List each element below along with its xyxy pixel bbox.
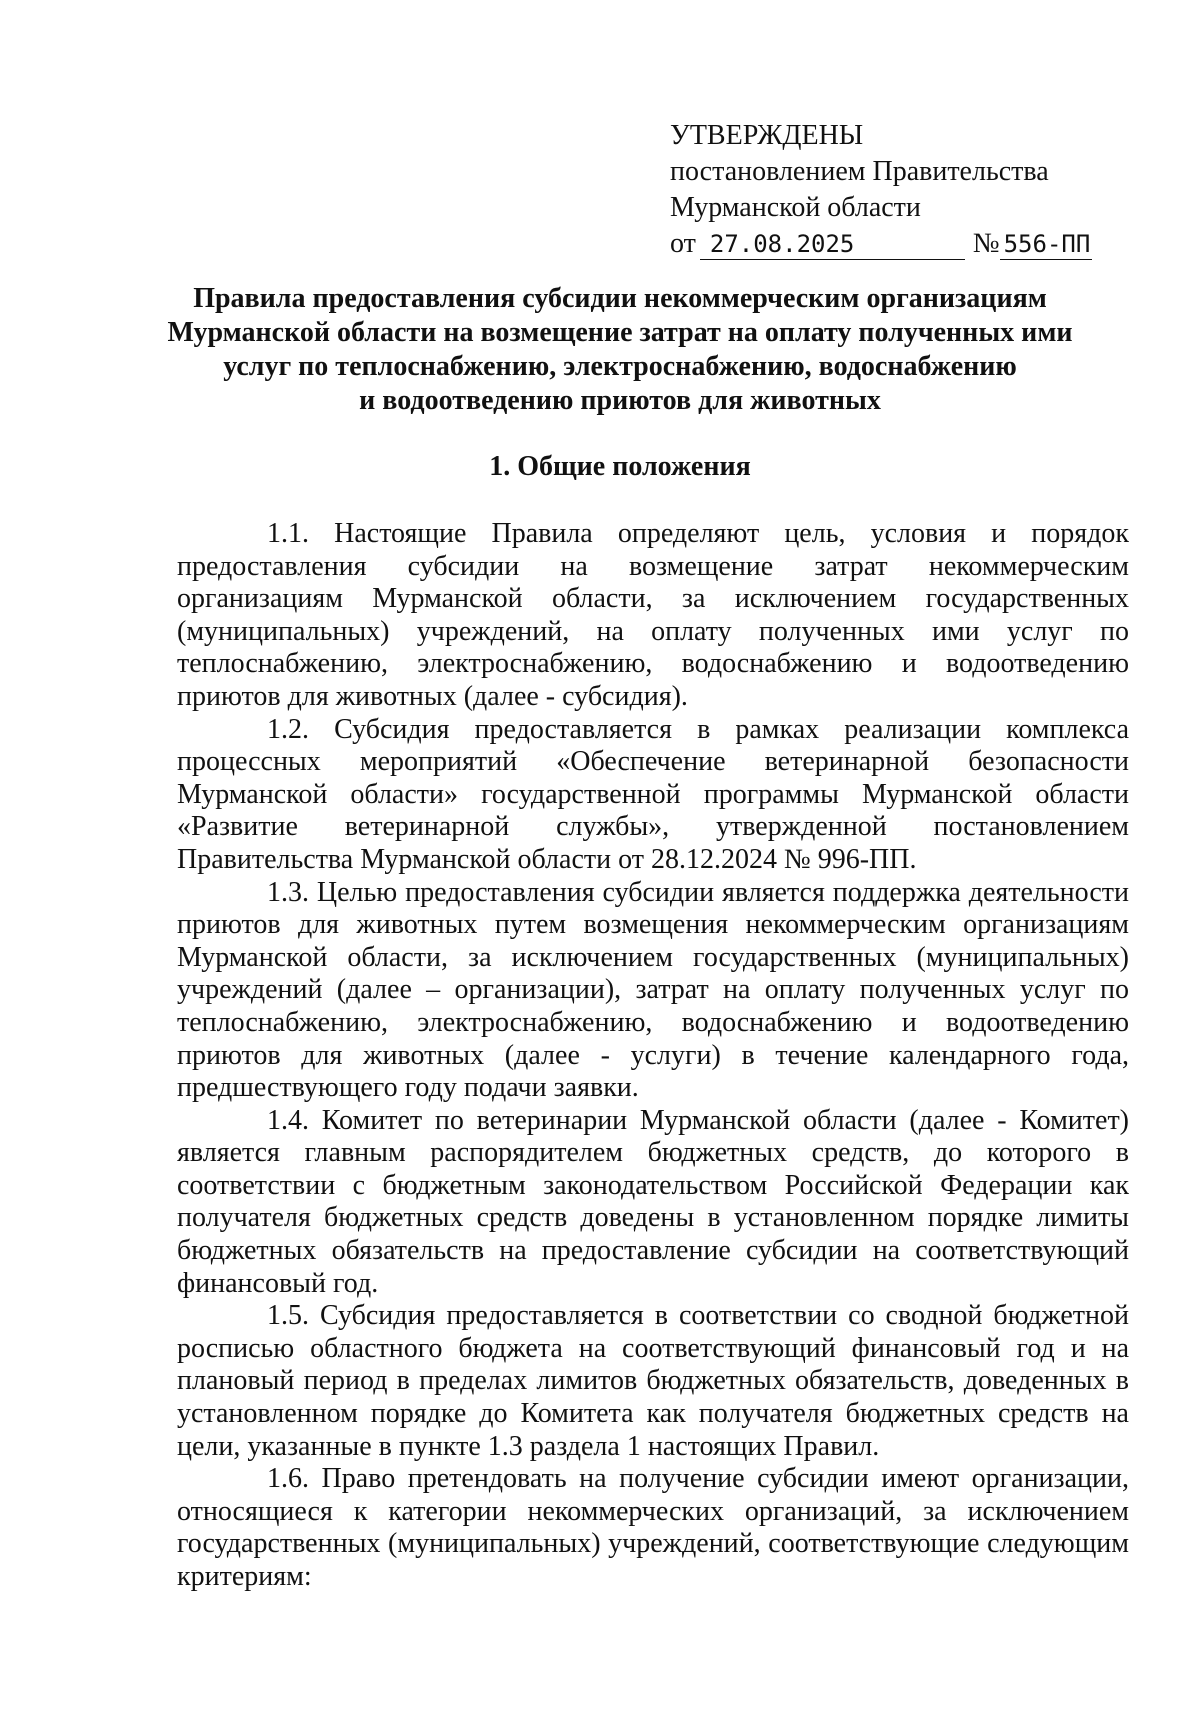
paragraph-1-6: 1.6. Право претендовать на получение субсидии имеют организации, относящиеся к категории некоммерческих организаций, за исключением государственных (муниципальных) учреждений, соответствующие следующим критериям:: [177, 1463, 1129, 1592]
document-title-line: Мурманской области на возмещение затрат на оплату полученных ими: [167, 317, 1073, 348]
approval-date-prefix: от: [670, 228, 696, 259]
paragraph-1-4: 1.4. Комитет по ветеринарии Мурманской области (далее - Комитет) является главным распорядителем бюджетных средств, до которого в соответствии с бюджетным законодательством Российской Федерации как получателя бюджетных средств доведены в установленном порядке лимиты бюджетных обязательств на предоставление субсидии на соответствующий финансовый год.: [177, 1104, 1129, 1299]
document-title-line: и водоотведению приютов для животных: [359, 385, 881, 416]
approval-stamp-block: [670, 118, 1130, 262]
approval-date: 27.08.2025: [700, 230, 965, 260]
paragraph-1-3: 1.3. Целью предоставления субсидии является поддержка деятельности приютов для животных путем возмещения некоммерческим организациям Мурманской области, за исключением государственных (муниципальных) учреждений (далее – организации), затрат на оплату полученных услуг по теплоснабжению, электроснабжению, водоснабжению и водоотведению приютов для животных (далее - услуги) в течение календарного года, предшествующего году подачи заявки.: [177, 876, 1129, 1104]
approval-line-region: Мурманской области: [670, 192, 921, 223]
paragraph-1-2: 1.2. Субсидия предоставляется в рамках реализации комплекса процессных мероприятий «Обеспечение ветеринарной безопасности Мурманской области» государственной программы Мурманской области «Развитие ветеринарной службы», утвержденной постановлением Правительства Мурманской области от 28.12.2024 № 996-ПП.: [177, 713, 1129, 875]
approval-number: 556-ПП: [1000, 230, 1092, 260]
document-title: [150, 282, 1090, 418]
document-title-line: Правила предоставления субсидии некоммерческим организациям: [193, 283, 1047, 314]
approval-number-label: №: [972, 228, 1000, 259]
section-heading: 1. Общие положения: [489, 451, 751, 482]
document-title-line: услуг по теплоснабжению, электроснабжению, водоснабжению: [223, 351, 1017, 382]
paragraph-1-5: 1.5. Субсидия предоставляется в соответствии со сводной бюджетной росписью областного бюджета на соответствующий финансовый год и на плановый период в пределах лимитов бюджетных обязательств, доведенных в установленном порядке до Комитета как получателя бюджетных средств на цели, указанные в пункте 1.3 раздела 1 настоящих Правил.: [177, 1300, 1129, 1462]
approval-heading: УТВЕРЖДЕНЫ: [670, 120, 864, 151]
document-body: [177, 518, 1129, 1594]
paragraph-1-1: 1.1. Настоящие Правила определяют цель, условия и порядок предоставления субсидии на возмещение затрат некоммерческим организациям Мурманской области, за исключением государственных (муниципальных) учреждений, на оплату полученных ими услуг по теплоснабжению, электроснабжению, водоснабжению и водоотведению приютов для животных (далее - субсидия).: [177, 518, 1129, 712]
approval-line-resolution: постановлением Правительства: [670, 156, 1049, 187]
approval-date-row: [670, 226, 1130, 262]
